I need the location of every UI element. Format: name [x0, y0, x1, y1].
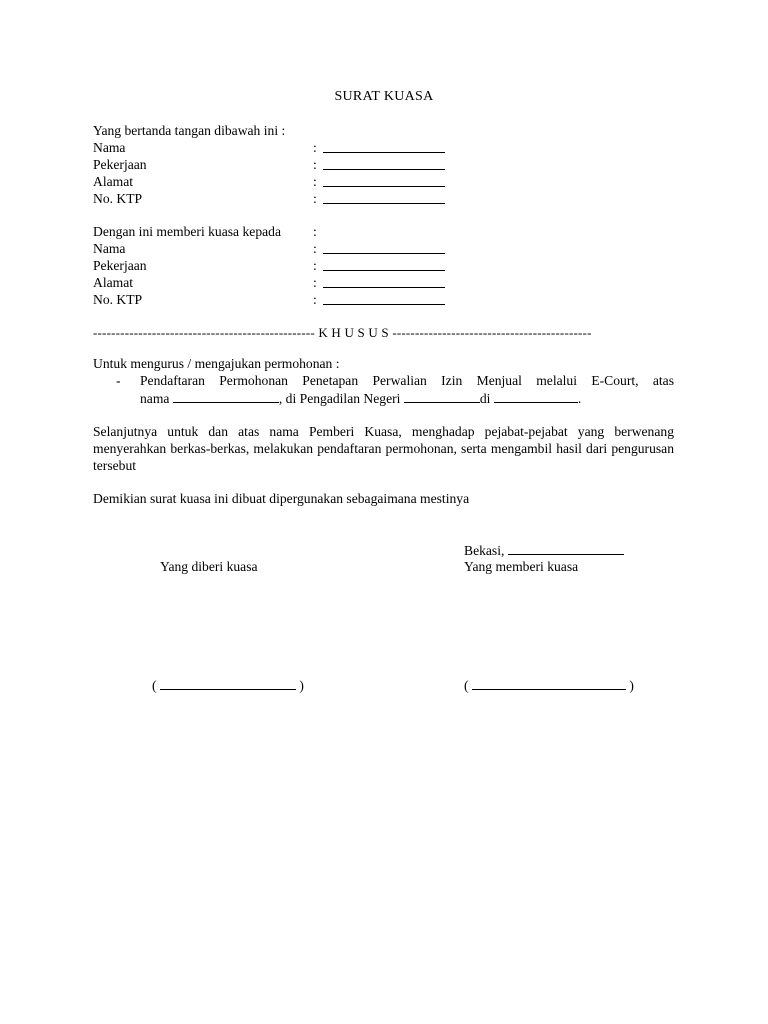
blank-line — [323, 291, 445, 305]
document-title: SURAT KUASA — [334, 89, 434, 104]
place-date-line: Bekasi, — [464, 541, 624, 559]
blank-line — [323, 173, 445, 187]
grantee-field-occupation: Pekerjaan : — [93, 257, 674, 274]
grantor-field-name: Nama : — [93, 139, 674, 156]
grantor-intro: Yang bertanda tangan dibawah ini : — [93, 123, 286, 138]
blank-line — [323, 156, 445, 170]
grantee-intro: Dengan ini memberi kuasa kepada : — [93, 224, 317, 239]
blank-line — [323, 257, 445, 271]
grantee-field-address: Alamat : — [93, 274, 674, 291]
left-signature-label: Yang diberi kuasa — [160, 559, 258, 574]
purpose-section — [93, 355, 674, 407]
signature-line — [472, 676, 626, 690]
purpose-bullet: - Pendaftaran Permohonan Penetapan Perwalian Izin Menjual melalui E-Court, atas nama , di Pengadilan Negeri di . — [116, 373, 674, 406]
authority-paragraph: Selanjutnya untuk dan atas nama Pemberi Kuasa, menghadap pejabat-pejabat yang berwenang menyerahkan berkas-berkas, melakukan pendaftaran permohonan, serta mengambil hasil dari pengurusan tersebut — [93, 424, 674, 473]
blank-line — [323, 240, 445, 254]
closing-statement: Demikian surat kuasa ini dibuat dipergunakan sebagaimana mestinya — [93, 491, 470, 506]
blank-line — [494, 389, 578, 403]
blank-line — [323, 190, 445, 204]
grantee-field-ktp: No. KTP : — [93, 291, 674, 308]
blank-line — [323, 274, 445, 288]
grantor-section — [93, 122, 674, 207]
bullet-dash: - — [116, 373, 121, 388]
grantee-section — [93, 223, 674, 308]
right-signature-blank: ( ) — [464, 678, 634, 693]
right-signature-label: Yang memberi kuasa — [464, 559, 579, 574]
blank-line — [173, 389, 279, 403]
grantor-field-address: Alamat : — [93, 173, 674, 190]
blank-line — [404, 389, 480, 403]
blank-line — [323, 139, 445, 153]
purpose-intro: Untuk mengurus / mengajukan permohonan : — [93, 356, 340, 371]
signature-line — [160, 676, 296, 690]
khusus-separator: ------------------------------------------------- K H U S U S -------------------------------------------- — [93, 325, 592, 340]
grantee-field-name: Nama : — [93, 240, 674, 257]
date-blank-line — [508, 541, 624, 555]
grantor-field-ktp: No. KTP : — [93, 190, 674, 207]
grantor-field-occupation: Pekerjaan : — [93, 156, 674, 173]
left-signature-blank: ( ) — [152, 678, 304, 693]
